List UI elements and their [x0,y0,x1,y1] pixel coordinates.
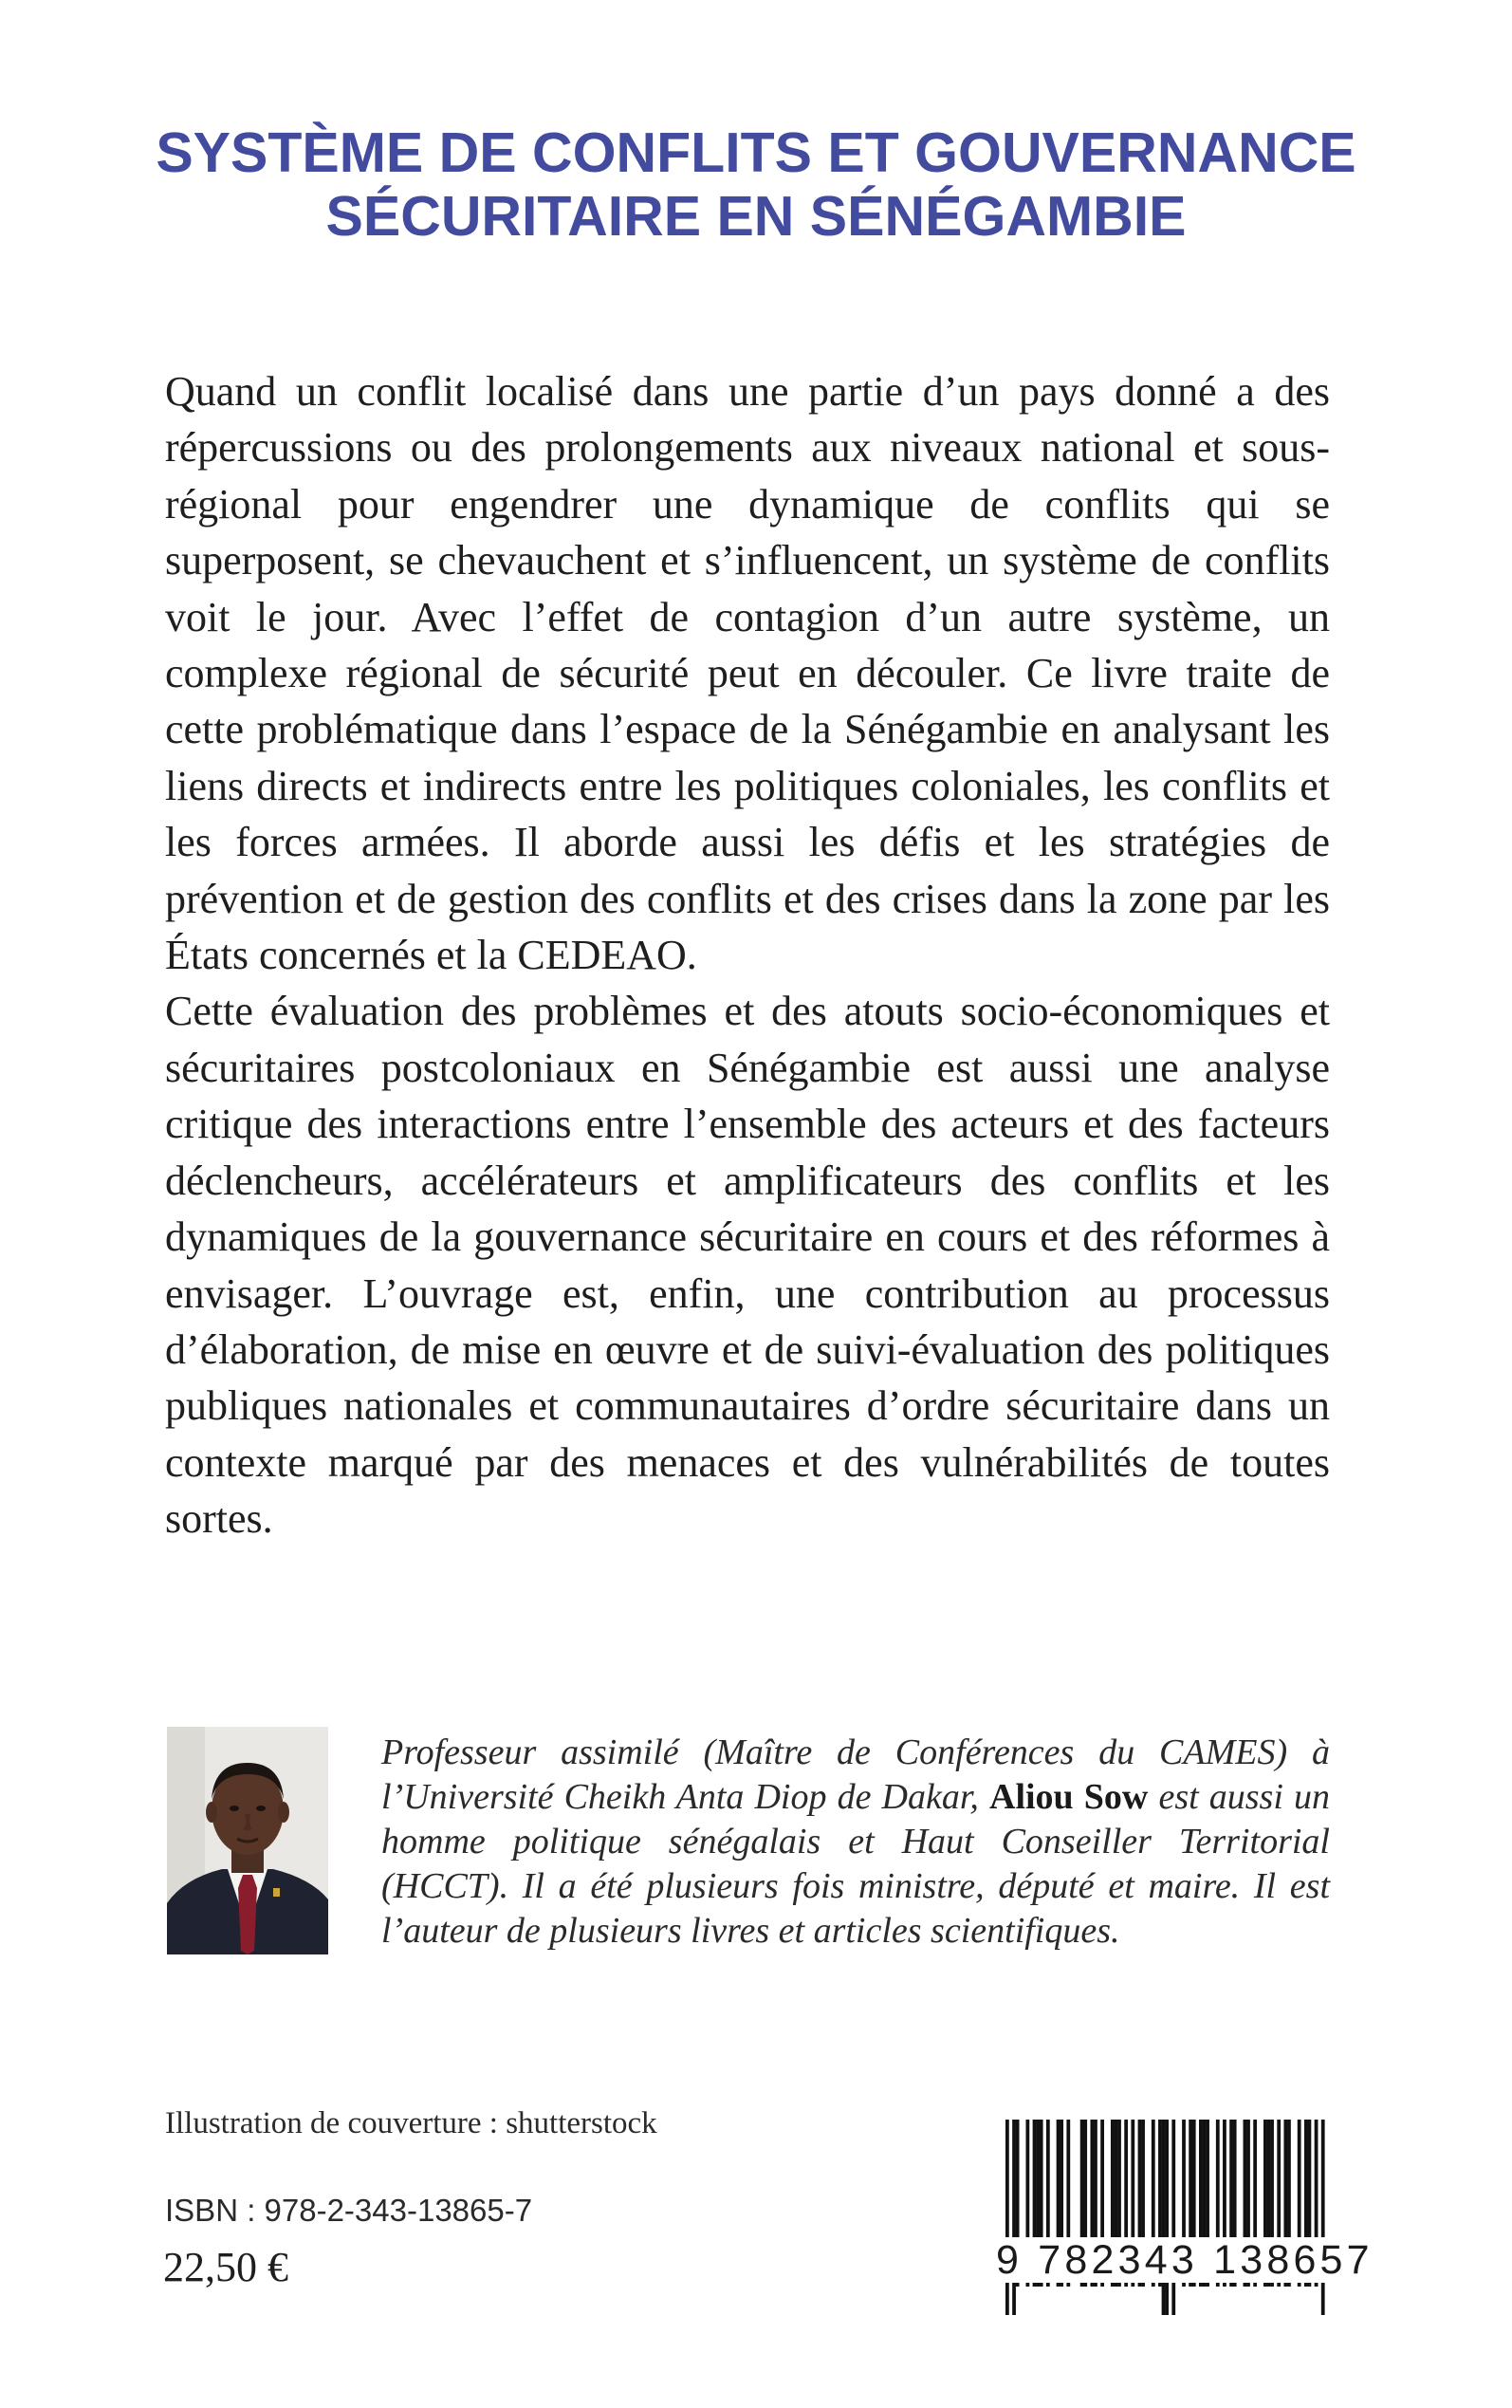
book-summary [165,363,1330,1547]
author-name: Aliou Sow [989,1777,1149,1817]
book-title-line-2: SÉCURITAIRE EN SÉNÉGAMBIE [325,185,1187,248]
isbn-number: ISBN : 978-2-343-13865-7 [165,2193,533,2228]
summary-paragraph-2: Cette évaluation des problèmes et des atouts socio-économiques et sécuritaires postcoloniaux en Sénégambie est aussi une analyse critique des interactions entre l’ensemble des acteurs et des facteurs déclencheurs, accélérateurs et amplificateurs des conflits et les dynamiques de la gouvernance sécuritaire en cours et des réformes à envisager. L’ouvrage est, enfin, une contribution au processus d’élaboration, de mise en œuvre et de suivi-évaluation des politiques publiques nationales et communautaires d’ordre sécuritaire dans un contexte marqué par des menaces et des vulnérabilités de toutes sortes. [165,988,1330,1543]
cover-illustration-credit: Illustration de couverture : shutterstock [165,2106,657,2140]
barcode-digits: 9 782343 138657 [990,2237,1347,2283]
summary-paragraph-1: Quand un conflit localisé dans une partie d’un pays donné a des répercussions ou des prolongements aux niveaux national et sous-régional pour engendrer une dynamique de conflits qui se superposent, se chevauchent et s’influencent, un système de conflits voit le jour. Avec l’effet de contagion d’un autre système, un complexe régional de sécurité peut en découler. Ce livre traite de cette problématique dans l’espace de la Sénégambie en analysant les liens directs et indirects entre les politiques coloniales, les conflits et les forces armées. Il aborde aussi les défis et les stratégies de prévention et de gestion des conflits et des crises dans la zone par les États concernés et la CEDEAO. [165,368,1330,979]
book-price: 22,50 € [163,2244,288,2290]
author-bio-rest: est aussi un homme politique sénégalais et Haut Conseiller Territorial (HCCT). Il a été plusieurs fois ministre, député et maire. Il est l’auteur de plusieurs livres et articles scientifiques. [381,1777,1330,1951]
author-bio [381,1731,1330,1954]
author-portrait-icon [167,1727,328,1954]
book-title [95,121,1417,249]
book-title-line-1: SYSTÈME DE CONFLITS ET GOUVERNANCE [156,121,1356,184]
barcode-icon [1005,2120,1328,2319]
author-bio-intro: Professeur assimilé (Maître de Conférences du CAMES) à l’Université Cheikh Anta Diop de Dakar, [381,1732,1330,1817]
